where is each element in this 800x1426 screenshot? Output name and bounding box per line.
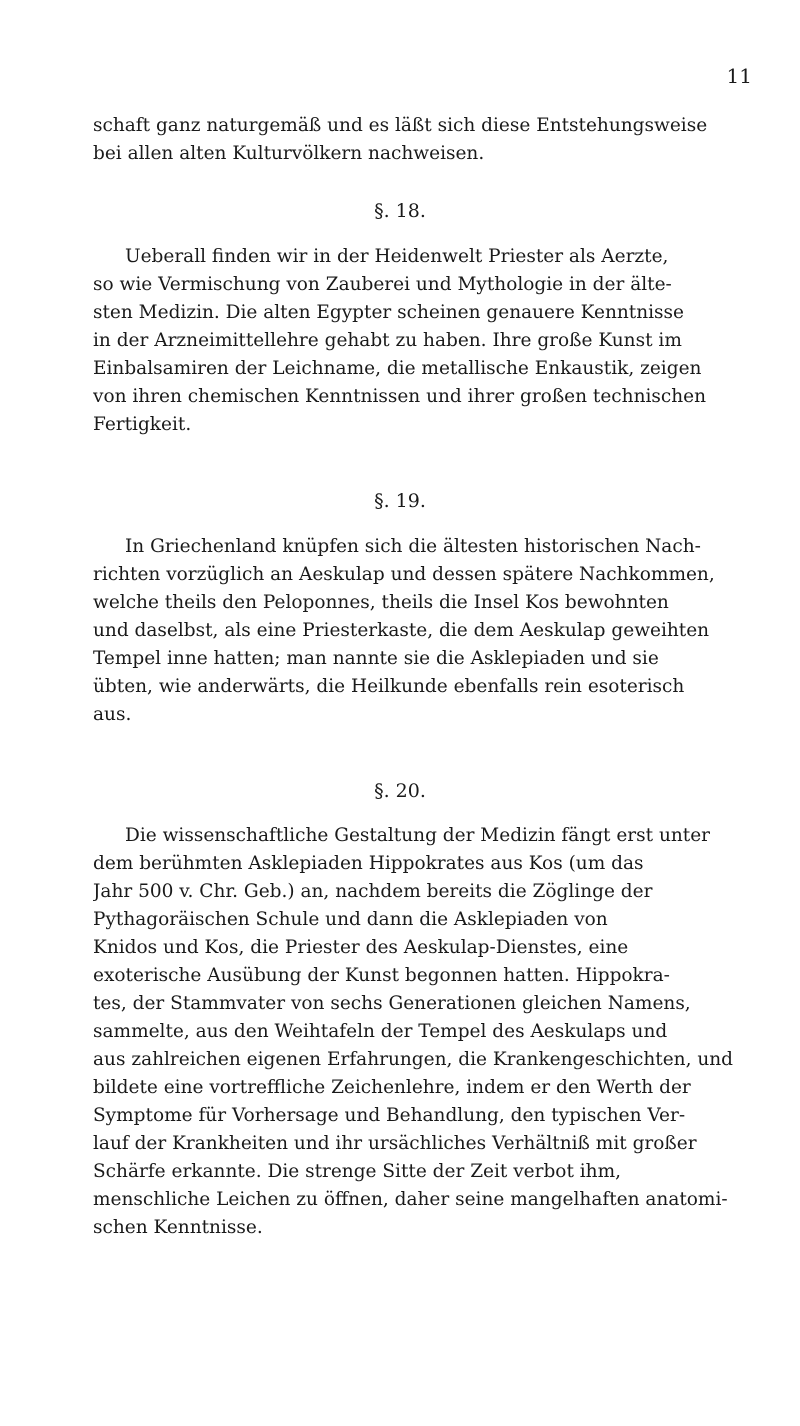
text-line: exoterische Ausübung der Kunst begonnen hatten. Hippokra- — [93, 965, 670, 986]
page-number: 11 — [726, 64, 752, 88]
text-line: Symptome für Vorhersage und Behandlung, den typischen Ver- — [93, 1105, 686, 1126]
text-line: Fertigkeit. — [93, 414, 192, 435]
section-heading-19: §. 19. — [374, 490, 426, 512]
text-line: sten Medizin. Die alten Egypter scheinen genauere Kenntnisse — [93, 302, 684, 323]
text-line: sammelte, aus den Weihtafeln der Tempel des Aeskulaps und — [93, 1021, 668, 1042]
section-18-paragraph — [93, 243, 763, 439]
text-line: tes, der Stammvater von sechs Generationen gleichen Namens, — [93, 993, 691, 1014]
text-line: Tempel inne hatten; man nannte sie die Asklepiaden und sie — [93, 648, 659, 669]
text-line: so wie Vermischung von Zauberei und Mythologie in der älte- — [93, 274, 672, 295]
text-line: übten, wie anderwärts, die Heilkunde ebenfalls rein esoterisch — [93, 676, 685, 697]
intro-paragraph — [93, 112, 763, 168]
text-line: In Griechenland knüpfen sich die ältesten historischen Nach- — [125, 536, 701, 557]
section-heading-20: §. 20. — [374, 780, 426, 802]
text-line: aus zahlreichen eigenen Erfahrungen, die Krankengeschichten, und — [93, 1049, 734, 1070]
section-heading-18: §. 18. — [374, 200, 426, 222]
text-line: und daselbst, als eine Priesterkaste, die dem Aeskulap geweihten — [93, 620, 710, 641]
text-line: menschliche Leichen zu öffnen, daher seine mangelhaften anatomi- — [93, 1189, 728, 1210]
text-line: in der Arzneimittellehre gehabt zu haben. Ihre große Kunst im — [93, 330, 682, 351]
text-line: Die wissenschaftliche Gestaltung der Medizin fängt erst unter — [125, 825, 711, 846]
text-line: bildete eine vortreffliche Zeichenlehre, indem er den Werth der — [93, 1077, 691, 1098]
text-line: dem berühmten Asklepiaden Hippokrates aus Kos (um das — [93, 853, 644, 874]
text-line: schen Kenntnisse. — [93, 1217, 263, 1238]
text-line: bei allen alten Kulturvölkern nachweisen. — [93, 143, 485, 164]
text-line: aus. — [93, 704, 132, 725]
section-19-paragraph — [93, 533, 763, 729]
text-line: Ueberall finden wir in der Heidenwelt Priester als Aerzte, — [125, 246, 669, 267]
text-line: lauf der Krankheiten und ihr ursächliches Verhältniß mit großer — [93, 1133, 697, 1154]
text-line: welche theils den Peloponnes, theils die Insel Kos bewohnten — [93, 592, 669, 613]
text-line: Pythagoräischen Schule und dann die Asklepiaden von — [93, 909, 608, 930]
text-line: richten vorzüglich an Aeskulap und dessen spätere Nachkommen, — [93, 564, 715, 585]
text-line: Knidos und Kos, die Priester des Aeskulap-Dienstes, eine — [93, 937, 629, 958]
text-line: Jahr 500 v. Chr. Geb.) an, nachdem bereits die Zöglinge der — [93, 881, 653, 902]
section-20-paragraph — [93, 822, 763, 1242]
text-line: Schärfe erkannte. Die strenge Sitte der Zeit verbot ihm, — [93, 1161, 622, 1182]
text-line: Einbalsamiren der Leichname, die metallische Enkaustik, zeigen — [93, 358, 702, 379]
text-line: von ihren chemischen Kenntnissen und ihrer großen technischen — [93, 386, 707, 407]
text-line: schaft ganz naturgemäß und es läßt sich diese Entstehungsweise — [93, 115, 708, 136]
